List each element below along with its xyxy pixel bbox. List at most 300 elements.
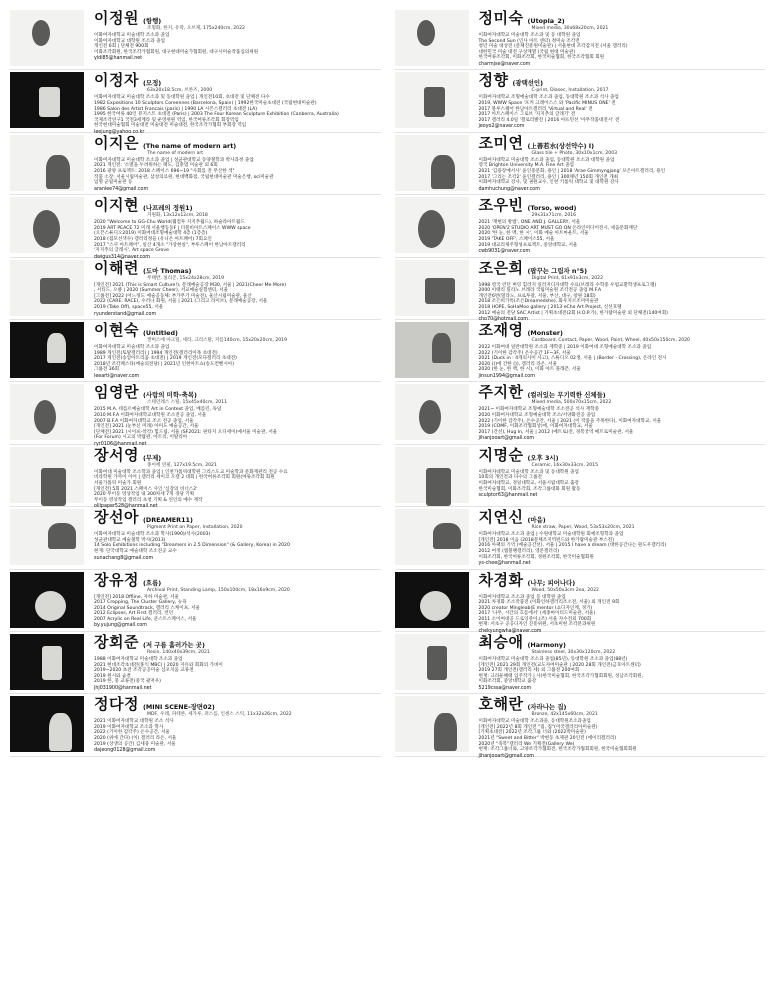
- artist-email: sculptor63@hanmail.net: [478, 493, 538, 499]
- bio-line: 현재: 조각그룹너와, 고양조각가협회전, 한국조각가협회회원, 한국미술협회회원: [478, 747, 637, 753]
- bio-line: 2011 소이여대공 드로잉쥬아.(조) 서울 자수전외 700회: [478, 616, 592, 622]
- bio-line: 이화여자대학교, 경일대학교, 서울시립대학교 출강: [478, 480, 579, 486]
- bio-line: 성균관대학교 예술철학 박사(2013): [94, 537, 166, 543]
- artist-header: [94, 197, 381, 213]
- bio-line: 2021 개인전: '소멸을 두려워하는 태도, 김충엽 미술관 외 6회: [94, 163, 218, 169]
- artist-name: 이지은: [94, 133, 139, 152]
- bio-line: 2022 이화여대 일반대학원 조소과 재학중 | 2019 이화여대 조형예술대학 조소과 졸업: [478, 344, 652, 350]
- bio-line: 2007 B.F.A 이화여자대학교 조소 전공 졸업, 서울: [94, 418, 194, 424]
- bio-line: 한국여류조각회, 이화조각회, 한국미술협회, 한국조각협회 회원: [478, 55, 605, 61]
- artist-info: [479, 447, 766, 506]
- artist-entry: [395, 507, 766, 569]
- artist-info: [479, 72, 766, 131]
- artwork-thumbnail: [10, 447, 84, 503]
- artist-info: [479, 509, 766, 568]
- artist-email: 5219cssa@naver.com: [478, 685, 532, 691]
- artist-email: leearti@naver.com: [94, 373, 140, 379]
- artist-header: [94, 696, 381, 712]
- artist-entry: [10, 507, 381, 569]
- bio-line: 2020 (()에 간한 ()), 갤러리 라온, 서울: [478, 361, 558, 367]
- artwork-thumbnail: [10, 135, 84, 191]
- artwork-shape: [431, 155, 455, 189]
- artist-name: 차경화: [478, 570, 524, 589]
- artist-header: [94, 322, 381, 338]
- bio-line: 이화여자대학교 미술대학 조소과 및 동 대학원 졸업: [478, 33, 581, 38]
- artwork-shape: [425, 278, 455, 304]
- artwork-title: (Utopia_2): [527, 17, 565, 25]
- artist-info: [94, 696, 381, 755]
- bio-line: 2019 원시와 숨결: [94, 673, 131, 679]
- artist-entry: [395, 694, 766, 759]
- bio-line: 2014 Original Soundtrack, 갤러리 스케이프, 서울: [94, 605, 200, 611]
- artist-info: [94, 196, 381, 260]
- artist-entry: [395, 570, 766, 635]
- bio-line: [개인전] 5회 2021 스페이스 사인 '심장의 비너스2': [94, 486, 198, 492]
- bio-line: 2022 (CARE: RACE), 수러나 화원, 서울 | 2021 (그리고 라이브), 문래예술공장, 서울: [94, 299, 268, 305]
- artist-header: [94, 447, 381, 463]
- artwork-title: (MINI SCENE-장면02): [142, 703, 215, 712]
- artist-email: yldi85@hanmail.net: [94, 56, 143, 62]
- artwork-title: (자라나는 집): [527, 703, 567, 712]
- artist-name: 이정자: [94, 71, 139, 90]
- artist-email: leejung@yahoo.co.kr: [94, 129, 145, 135]
- bio-line: 2020 (위에 간다) (이) 갤러리 라온, 서울: [94, 736, 177, 742]
- artwork-spec: 캔버스에 아크릴, 세라, 크리스탈, 지름140cm, 15x20x20cm, 2019: [147, 337, 288, 343]
- artwork-shape: [417, 20, 435, 46]
- bio-line: 2021 '김용장예서사' 윤인중문화, 용인 | 2018 'Arae Gimmyngjang' 포은아트갤러리, 용인: [478, 168, 666, 174]
- artwork-spec: 29x31x71cm, 2016: [531, 213, 577, 219]
- artwork-thumbnail: [10, 260, 84, 316]
- artist-name: 이정원: [94, 9, 139, 27]
- artist-email: jhj031900@hanmail.net: [94, 685, 152, 691]
- artist-email: aranlee74@gmail.com: [94, 186, 149, 192]
- artwork-shape: [39, 87, 60, 117]
- artist-name: 지명순: [478, 445, 524, 464]
- artwork-thumbnail: [395, 572, 469, 628]
- artwork-shape: [33, 210, 60, 248]
- artist-info: [94, 509, 381, 568]
- artist-info: [478, 695, 766, 759]
- artist-header: [479, 509, 766, 525]
- bio-line: 2012 Eclipses, Art First 갤러리, 런던: [94, 611, 174, 617]
- artist-name: 장서영: [94, 445, 139, 464]
- artist-name: 정향: [478, 71, 509, 90]
- bio-line: 14 Solo Exhibitions including "Dreamers in 2.5 Dimension" (& Gallery, Korea) in 2020: [94, 543, 290, 549]
- right-column: [395, 8, 766, 1000]
- artist-name: 정미숙: [478, 9, 524, 27]
- artist-name: 장회준: [94, 632, 139, 651]
- artist-name: 이현숙: [94, 320, 139, 339]
- bio-line: 이화여자대학교 조소과 졸업 | 수원대학교 미술대학원 회예조형학과 졸업: [478, 532, 624, 538]
- bio-line: 이화조각회, 한국여류조각회, 경원조각회, 한국미술협회원: [478, 554, 594, 560]
- artist-info: [94, 322, 381, 381]
- bio-line: 이화여자대학교 조소과 졸업 동 대학원 졸업: [478, 594, 566, 600]
- artist-email: ys-chee@hanmail.net: [478, 561, 531, 567]
- artist-name: 이지현: [94, 196, 139, 215]
- artwork-spec: Archival Print, Standing Lamp, 150x100cm, 18x16x9cm, 2020: [147, 587, 290, 593]
- bio-line: 2019 (Take Off), space55, 서울: [94, 304, 164, 310]
- bio-line: 그룹전 36회: [94, 367, 120, 373]
- bio-line: 비라학원 가까이 이어 | 갤러리 세이코 오갤 2 대회 | 한국여류조각회 회원(여류조각회 회원: [94, 475, 275, 481]
- artist-email: charmjse@naver.com: [478, 61, 531, 67]
- artwork-shape: [40, 278, 70, 304]
- bio-line: 1998 영국 런던 버밍 힐러지 일러지디자대학 수료(브레라 수학중 우럽교환학생프로그램): [478, 282, 657, 288]
- artist-name: 장선아: [94, 508, 139, 527]
- artwork-shape: [41, 468, 66, 506]
- artwork-spec: 종이에 연필, 127x19.5cm, 2021: [147, 462, 217, 468]
- artwork-spec: Mixed media, 30x68x20cm, 2021: [531, 26, 609, 31]
- artwork-spec: C-print, Diasec, Installation, 2017: [531, 88, 609, 94]
- artist-entry: [10, 382, 381, 447]
- bio-line: 2015 M.A. 테를르예술대학 Art in Context 졸업, 베를린, 독일: [94, 407, 222, 413]
- bio-line: 2020 무이동 영상작업 내 300차세 7개 경당 기획: [94, 492, 195, 498]
- artwork-shape: [427, 646, 447, 680]
- bio-line: 2018년 조각페스타(예술의전당) | 2021년 인천아트쇼(송도컨벤시아): [94, 361, 235, 367]
- bio-line: 2007 Acrylic on Real Life, 쿤스트스페이스, 서울: [94, 616, 197, 622]
- bio-line: , 서티드, 오클 | 2020 (Summer Cheer), 서교예술실험센터, 서울: [94, 288, 229, 294]
- artwork-title: (Harmony): [527, 640, 566, 649]
- artist-email: chekyungwha@naver.com: [478, 629, 542, 635]
- artist-header: [479, 260, 766, 276]
- artist-header: [94, 135, 381, 151]
- artwork-title: (컬러있는 무기력한 신체들): [527, 391, 606, 400]
- artist-header: [479, 72, 766, 88]
- bio-line: 2017 개인전(송암아트리움 초대전) | 2019 개인전(모다갤러리 초대전): [94, 356, 237, 362]
- artwork-shape: [35, 591, 66, 621]
- bio-line: 2020 (한 눈, 한 맥, 한 시), 이화 아트 플래폰, 서울: [478, 367, 581, 373]
- artist-info: [479, 634, 766, 693]
- artwork-title: (도마 Thomas): [142, 266, 192, 275]
- artist-entry: [10, 632, 381, 694]
- bio-line: 2017 (간선), Hug In, 서울 | 2012 (메트로)전, 경복궁역 메트로미술관, 서울: [478, 429, 634, 435]
- bio-line: 이화조각회, 중앙대학교 출강: [478, 679, 537, 685]
- artwork-title: (흐름): [142, 578, 162, 587]
- bio-line: 2022 (기이한 감각주) 온수공간 1F~3F, 서울: [478, 350, 571, 356]
- artist-name: 주지한: [478, 383, 524, 402]
- artist-name: 정다정: [94, 695, 139, 714]
- artist-info: [94, 634, 381, 693]
- artwork-thumbnail: [395, 696, 469, 752]
- bio-line: 현재: 서초구 공공디자인 진흥위원, 서초미현 조각분과위원: [478, 622, 596, 628]
- artist-name: 지연신: [478, 508, 524, 527]
- artist-entry: [10, 8, 381, 70]
- artist-entry: [395, 195, 766, 257]
- bio-line: 이화여자대학교 미술대학 조소과 졸업 | 성균관대학교 동양철학과 박사과정 졸업: [94, 157, 254, 163]
- artist-email: jinsun1994@gmail.com: [478, 373, 535, 379]
- bio-line: [단체전] 2021 (시이프-착각) 힘드림, 서울 (SF2021: 판타지 오디세이)예서울 미술관, 서울: [94, 429, 278, 435]
- artist-entry: [395, 382, 766, 444]
- bio-line: 1989 개인전(토탈갤러리) | 1994 개인전(갤러리이목 초대전): [94, 350, 218, 356]
- bio-line: 이화여자대학교 미술대학 조소과졸, 동대학원조소과졸업: [478, 719, 591, 725]
- bio-line: 2020 "Welcome to GG-Chu World(웰컴투 지지추월드), 하슬라아트월드: [94, 220, 245, 226]
- artist-header: [479, 572, 766, 588]
- bio-line: 2021 현대조각초대전(홍익 MBC) | 2020 지유와 회화의 가벼이: [94, 662, 223, 668]
- artist-entry: [10, 70, 381, 135]
- bio-line: 2017 '그리는 조각2' 윤인갤러리, 용인 | 300채년 150회 개인전 개최: [478, 174, 619, 180]
- bio-line: 작품 소장: 서울시립미술관, 삼성의료원, 현대백화점, 국립현대미술관 미술은행, oci미술관: [94, 174, 274, 180]
- artist-header: [94, 72, 381, 88]
- artist-header: [479, 135, 766, 151]
- bio-line: 2010 M.F.A 이화여자대학교대학원 조소전공 졸업, 서울: [94, 412, 207, 418]
- bio-line: 2017 Cropping, The Cluster Gallery, 뉴욕: [94, 600, 187, 606]
- artist-header: [94, 634, 381, 650]
- bio-line: 2019 한, 중 교류전(중국 광저우): [94, 679, 161, 685]
- artist-entry: [10, 133, 381, 195]
- bio-line: [개인전] 2021 (눈부신 미래) 아미도 예술공간, 서울: [94, 424, 199, 430]
- artist-name: 조우빈: [478, 196, 524, 215]
- artwork-shape: [418, 210, 445, 248]
- artwork-thumbnail: [10, 696, 84, 752]
- bio-line: 1988 이화여자대학교 미술대학 조소과 졸업: [94, 656, 183, 662]
- artwork-title: (저 구름 흘러가는 곳): [142, 640, 205, 649]
- artist-entry: [10, 195, 381, 260]
- artist-info: [479, 322, 766, 381]
- artwork-title: (모정): [142, 79, 162, 88]
- bio-line: 2018 (집모선색수) 갤러리정들 (유니온 아트페어) 7회요인: [94, 236, 212, 242]
- bio-line: 2020 creator Mingleab(E mentor (쇼디자인계, 경기): [478, 605, 593, 611]
- artist-entry: [395, 258, 766, 323]
- bio-line: 임명 군립미술관 등: [94, 180, 133, 186]
- left-column: [10, 8, 381, 1000]
- artist-email: sunachang8@gmail.com: [94, 555, 154, 561]
- bio-line: (오픈스튜디오2019) 이화여대조형예술대학 4층 (1층층): [94, 231, 208, 237]
- artwork-spec: 무태반, 실리콘, 15x24x28cm, 2019: [147, 275, 225, 281]
- bio-line: 2019 (상생의 공간) 김세중 미술관, 서울: [94, 741, 176, 747]
- artwork-thumbnail: [10, 72, 84, 128]
- artist-info: [94, 445, 381, 510]
- artist-header: [479, 10, 766, 26]
- artist-email: ollipaper528@hanmail.net: [94, 504, 158, 510]
- bio-line: 2020년 "축복"갤러리 We 기획전(Gallery We): [478, 741, 575, 747]
- bio-line: 무이동 영상작업 갤러리 초청 기획 & 연인의 예수 재작: [94, 497, 203, 503]
- artist-header: [94, 260, 381, 276]
- artist-header: [94, 384, 381, 400]
- artwork-spec: Cardboard, Contact, Paper, Wood, Paint, Wheel, 40x50x150cm, 2020: [531, 337, 690, 343]
- bio-line: 2021 '재현의 방법', ONE AND J. GALLERY, 서울: [478, 220, 581, 226]
- artist-email: jihanjooart@gmail.com: [478, 753, 535, 759]
- bio-line: 2020 'OPEN'2 STUDIO ART MUST GO ON 온라인미디어전시, 세움문화재단: [478, 225, 638, 231]
- artwork-thumbnail: [10, 384, 84, 440]
- bio-line: [개인전] 2018 Offline, 자하 미술관, 서울: [94, 594, 179, 600]
- artist-info: [94, 71, 381, 135]
- bio-line: 2019, WWW Space '포커 크레이스스 와 'Pacific MINUS ONE' 전: [478, 100, 616, 106]
- artist-email: jihanjooart@gmail.com: [478, 436, 535, 442]
- bio-line: 개인전 6회 | 단체전 900회: [94, 44, 149, 50]
- artwork-shape: [432, 333, 451, 363]
- artist-entry: [395, 133, 766, 195]
- artwork-thumbnail: [395, 197, 469, 253]
- artwork-spec: 스테인레스 스틸, 15x45x40cm, 2011: [147, 400, 228, 406]
- bio-line: 2018 HOPE, SoHaMoo gallery | 2013 eCho Art Project, 신선호텔: [478, 304, 622, 310]
- artist-email: ryr0106@hanmail.net: [94, 441, 147, 447]
- bio-line: 1982 Expositions 10 Sculptors Coreennes (Barcelona, Spain) | 1992한국미술초대전 (국립현대미술관): [94, 100, 317, 106]
- artist-name: 조미연: [478, 133, 524, 152]
- artwork-thumbnail: [395, 10, 469, 66]
- artwork-spec: Mixed media, 500x70x15cm, 2022: [531, 400, 612, 406]
- artwork-thumbnail: [10, 634, 84, 690]
- bio-line: 현재: 크라운해태 입주작가 | 사)한국미술협회, 한국조각가협회회원, 성남조각회원,: [478, 673, 643, 679]
- artwork-shape: [34, 400, 56, 434]
- bio-line: 2012 예술의 전당 SAC Artist | 기획초대전(2회 H.O.P.가), 한가람미술관 외 단체전(140여회): [478, 310, 668, 316]
- artist-info: [478, 258, 766, 323]
- artwork-title: (항행): [142, 17, 162, 25]
- artist-header: [479, 447, 766, 463]
- bio-line: The Second Sun (인사 아트 센터) 정미숙 조각전: [478, 38, 580, 44]
- bio-line: 2021년 "Sweet and Bitter" 박현동 초제관 20인전 (에이리갤러리): [478, 736, 617, 742]
- artwork-shape: [48, 523, 76, 549]
- bio-line: 이화여자대학교 강사, 및 권원교수, 인천 키톨릭 대학교 및 대학원 강사: [478, 180, 619, 186]
- artist-email: by.yujung@gmail.com: [94, 623, 147, 629]
- artist-header: [94, 572, 381, 588]
- artwork-thumbnail: [395, 447, 469, 503]
- bio-line: 2020 '한 눈, 한 맥, 한 시', 이화 예술 아트마운트, 서울: [478, 231, 589, 237]
- bio-line: 2019 27회 개인전(갤러리 세) 외 그룹전 200여회: [478, 668, 580, 674]
- artwork-spec: Bronze, 42x145x60cm, 2021: [531, 712, 598, 718]
- artist-entry: [395, 8, 766, 70]
- bio-line: 이화여자대학교 미술대학 조소과 졸업: [94, 33, 170, 38]
- artwork-thumbnail: [395, 135, 469, 191]
- artist-email: cwb9031@naver.com: [478, 249, 531, 255]
- bio-line: 이화여자대학교 미술대학 조소과 및 동대학원 졸업 | 개인전10회, 초대전 및 단체전 다수: [94, 95, 270, 101]
- artwork-thumbnail: [10, 509, 84, 565]
- bio-line: 2020 이화여자대학교 조형예술대학 조소/서양화전공 졸업: [478, 412, 596, 418]
- bio-line: 2019 (COMF, 이화조각협회상)에, 이화여자대학교, 서울: [478, 424, 593, 430]
- artwork-title: (DREAMER11): [142, 516, 193, 525]
- bio-line: 이화여자대학교 미술대학 조소과 및 동대학원 졸업: [478, 469, 579, 475]
- artist-name: 최승애: [478, 632, 524, 651]
- bio-line: 이화여자대학교 조형예술대학 조소과 졸업, 동대학원 조소과 석사 졸업: [478, 95, 619, 101]
- artwork-spec: 조형화, 한지, 유막, 오브제, 175x240cm, 2022: [147, 26, 245, 31]
- artwork-spec: Wood, 50x50x3cm 2ea, 2022: [531, 587, 599, 593]
- bio-line: 2012 여정 (엠블랭갤러리), 영문갤러리): [478, 548, 560, 554]
- bio-line: 2021 (Duck in : 4개의사이 사고), 스튜디오 02생, 서울 | (Border - Crossing), 온라인 전시: [478, 356, 667, 362]
- artwork-title: (사람의 미학-축복): [142, 391, 197, 400]
- artist-entry: [395, 445, 766, 507]
- artwork-spec: Ceramic, 16x30x33cm, 2015: [531, 462, 599, 468]
- artwork-thumbnail: [395, 509, 469, 565]
- artist-email: dajeong0128@gmail.com: [94, 748, 156, 754]
- artist-info: [479, 135, 766, 194]
- bio-line: 이화여자대학교 미술대학 조소과 학사(1990)/석사(2003): [94, 532, 211, 538]
- bio-line: 2017 '나무, 시간의 흐름에서' (세종마이티드미술관, 서울): [478, 611, 596, 617]
- bio-line: (For Forum) 시고의 박람관, 아트리, 이탈리아: [94, 435, 188, 441]
- artwork-thumbnail: [10, 197, 84, 253]
- artwork-title: (무제): [142, 453, 162, 462]
- artwork-title: (마음): [527, 516, 546, 525]
- artist-header: [479, 696, 766, 712]
- bio-line: 2017 아트스페이스 그로브 '지지추의 글래기' 전: [478, 112, 576, 118]
- artwork-shape: [424, 87, 445, 117]
- artwork-spec: Resin, 140x40x39cm, 2021: [147, 649, 210, 655]
- artist-info: [94, 10, 381, 69]
- bio-line: 2019 'TAKE OFF', 스페이스55, 서울: [478, 236, 555, 242]
- artwork-title: (나무; 피어나다): [527, 578, 576, 587]
- bio-line: 10회의 개인전과 다수의 그룹전: [478, 475, 542, 481]
- artwork-shape: [426, 468, 451, 506]
- artist-info: [479, 10, 766, 69]
- artist-info: [94, 383, 381, 447]
- artwork-title: (광택선인): [512, 79, 544, 88]
- bio-line: 청년 미술 대상전 (문체진흥원미술관) | 서울현대 조각갑지전 (서울 갤러리): [478, 44, 628, 50]
- artwork-shape: [42, 646, 62, 680]
- artwork-thumbnail: [395, 384, 469, 440]
- artist-name: 호해란: [478, 695, 524, 714]
- bio-line: '지지추의 글래시', Art space Grove: [94, 248, 169, 254]
- bio-line: [그룹전] 2022 (어느정도 예술공동체: 부가무기 미술전), 울산시립미술관, 울산: [94, 293, 252, 299]
- bio-line: 2016 아팩의 기억 (예술공간선), 서울 | 2015 I have a dream (대한공간나는 원도우갤러리): [478, 543, 667, 549]
- artwork-title: (Torso, wood): [527, 204, 577, 213]
- bio-line: 1995 한국여류 40인 뮤지스트 초대전 (Paris) | 2003 The Four Korean Sculpture Exhibition (Canberra, Australia): [94, 112, 339, 118]
- artist-email: jeoyo2@naver.com: [478, 124, 525, 130]
- artwork-title: (오후 3시): [527, 453, 559, 462]
- bio-line: 2018 조은희가특(조은Dreamedshe), 화우지르조미미술관: [478, 299, 599, 305]
- bio-line: 이화여대 미술대학 조소학과 졸업 | 인천가톨릭대학원 그리스도교 미술학과 문화재관리 전공 수료: [94, 469, 288, 475]
- artwork-thumbnail: [395, 72, 469, 128]
- bio-line: 이화여자대학교 미술대학 조소과 졸업: [94, 344, 170, 350]
- bio-line: 2021 이화여자대학교 대학원 조소 석사: [94, 719, 174, 725]
- artist-info: [94, 135, 381, 194]
- artist-name: 이해련: [94, 258, 139, 277]
- artwork-shape: [49, 713, 72, 751]
- artwork-title: (上善若水(상선약수) I): [527, 141, 595, 150]
- artist-entry: [395, 320, 766, 382]
- artwork-shape: [433, 523, 461, 549]
- bio-line: 2016 광양 프로젝트: 2018 스페이스 696~19 "사회를 전 무산한 색": [94, 168, 235, 174]
- artwork-title: (Untitled): [142, 328, 178, 337]
- artwork-shape: [46, 155, 70, 189]
- artwork-title: (나프레의 정원1): [142, 204, 193, 213]
- artwork-title: (팝꾸는 그림자 n°5): [527, 266, 588, 275]
- bio-line: 2019 이화여자대학교 조소과 학사: [94, 724, 164, 730]
- artist-name: 조재영: [478, 320, 524, 339]
- bio-line: [개인전] 2022년 8회 개인전 "집, 집"(미국갤러리아미술관): [478, 724, 598, 730]
- artist-header: [94, 10, 381, 26]
- artwork-spec: Digital Print, 61x91x3cm, 2022: [531, 275, 604, 281]
- bio-line: 개인전6번(밀라노, 프로투갈, 서울, 부산, 대구, 창원 18회): [478, 293, 596, 299]
- bio-line: 2021 차경화 조소작품전 (이화인하갤러리조소전, 서울) 외 개인전 9회: [478, 600, 620, 606]
- artwork-spec: Stainless steel, 30x30x120cm, 2022: [531, 649, 616, 655]
- bio-line: 1986 Salon des Artist Francais (paris) | 1990 LA 시몬스갤러리 초대전 (LA): [94, 106, 258, 112]
- artwork-spec: MDF, 우레, 파테론, 세가루, 퍼스를, 인센스 스틱, 11x32x26cm, 2022: [147, 712, 292, 718]
- bio-line: [개인전] 2021 29회 개인전(교도자여미술관 | 2020 28회 개인전(금호아트센터): [478, 662, 641, 668]
- artwork-spec: Rice straw, Paper, Wood, 53x53x20cm, 2021: [531, 525, 635, 531]
- artwork-thumbnail: [395, 634, 469, 690]
- artist-entry: [395, 70, 766, 132]
- bio-line: 2019 대교리제주형성프로젝트, 중앙대학교, 서울: [478, 242, 578, 248]
- artist-header: [479, 634, 766, 650]
- artwork-thumbnail: [10, 10, 84, 66]
- bio-line: 이화여자대학교 대학원 조소과 졸업: [94, 38, 165, 44]
- bio-line: 이화조각회원, 한국조각가협회원, 대구현대미술가협회원, 대구시미술작품심의위원: [94, 49, 259, 55]
- bio-line: 2022 (기이한 감각주), 온수공간, 서울 | 2021 (이 작품을 주목한다), 이화여자대학교, 서울: [478, 418, 662, 424]
- artwork-thumbnail: [10, 572, 84, 628]
- bio-line: [개인전] 2021 (This is Smart Culture!), 문래예술공장 M30, 서울 | 2021(Cheer Me More): [94, 282, 287, 288]
- artist-header: [479, 322, 766, 338]
- artwork-spec: 63x20x18.5cm, 브론즈, 2000: [147, 88, 213, 94]
- artwork-shape: [32, 20, 50, 46]
- bio-line: 대한민국 미술 대전 구상계열 (국립 현대 미술관): [478, 49, 576, 55]
- artist-info: [479, 384, 766, 443]
- bio-line: 이화여자대학교 미술대학 조소과 졸업(85년), 동대학원 조소과 졸업(88년): [478, 656, 628, 662]
- bio-line: 국제조각연구1 국전3세계라 및 운영위원 역임, 한국여류조각회 회장역임: [94, 117, 239, 123]
- bio-line: 이화여자대학교 미술대학 조소과 졸업, 동대학원 조소과 대학원 졸업: [478, 157, 615, 163]
- artwork-title: (Monster): [527, 328, 563, 337]
- bio-line: 한국현대미술협회 미술대전 미술대전 미술대전, 한국조각가협회 부회장 역임: [94, 123, 247, 129]
- artwork-thumbnail: [395, 322, 469, 378]
- bio-line: 서울가톨릭 미술가 회원: [94, 480, 142, 486]
- artwork-shape: [419, 400, 441, 434]
- artist-header: [479, 384, 766, 400]
